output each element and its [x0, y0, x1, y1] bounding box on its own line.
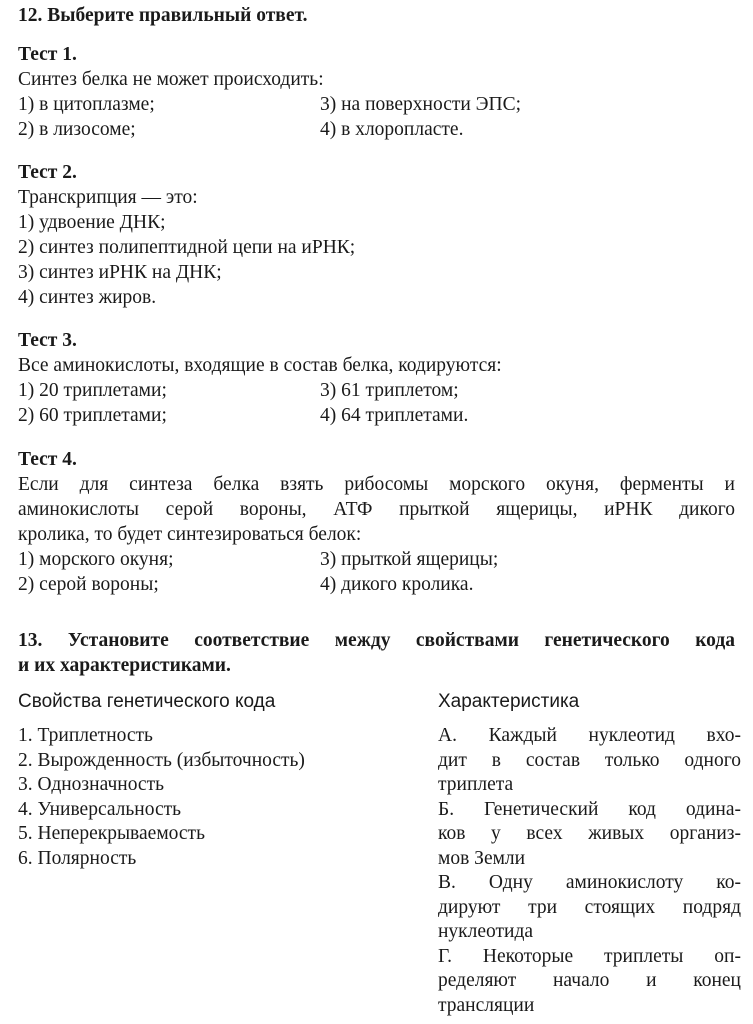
test1-title: Тест 1. — [18, 44, 77, 65]
property-item: 2. Вырожденность (избыточность) — [18, 749, 305, 771]
test1-option-row — [18, 93, 522, 117]
test3-option-row — [18, 379, 459, 403]
task13-heading-line: и их характеристиками. — [18, 655, 231, 676]
properties-column-header: Свойства генетического кода — [18, 691, 276, 712]
characteristic-line: дируют три стоящих подряд — [438, 896, 741, 918]
characteristic-line: Б. Генетический код одина- — [438, 798, 741, 820]
task12-heading: 12. Выберите правильный ответ. — [18, 5, 308, 26]
test1-question: Синтез белка не может происходить: — [18, 69, 324, 90]
test3-question: Все аминокислоты, входящие в состав белка, кодируются: — [18, 355, 502, 376]
test3-option-4: 4) 64 триплетами. — [320, 405, 469, 426]
test1-option-2: 2) в лизосоме; — [18, 119, 136, 140]
test3-title: Тест 3. — [18, 330, 77, 351]
characteristic-line: трансляции — [438, 994, 535, 1016]
property-item: 3. Однозначность — [18, 774, 164, 795]
characteristics-list — [438, 724, 741, 1018]
characteristic-line: Г. Некоторые триплеты оп- — [438, 945, 741, 967]
properties-list — [18, 724, 305, 871]
test4-option-row — [18, 573, 474, 597]
characteristic-item-g — [438, 945, 741, 1019]
characteristic-item-a — [438, 724, 741, 798]
characteristic-item-v — [438, 871, 741, 945]
test4-question-line: Если для синтеза белка взять рибосомы морского окуня, ферменты и — [18, 474, 735, 495]
characteristic-line: ределяют начало и конец — [438, 970, 741, 991]
test3-option-row — [18, 404, 469, 428]
property-item: 4. Универсальность — [18, 798, 182, 820]
characteristic-line: ков у всех живых организ- — [438, 823, 741, 844]
test1-option-row — [18, 118, 464, 142]
test3-option-3: 3) 61 триплетом; — [320, 380, 459, 401]
characteristic-item-b — [438, 798, 741, 872]
test1-option-3: 3) на поверхности ЭПС; — [320, 94, 522, 115]
property-item: 5. Неперекрываемость — [18, 823, 205, 844]
test3-option-1: 1) 20 триплетами; — [18, 380, 167, 401]
test4-option-1: 1) морского окуня; — [18, 549, 174, 570]
characteristic-line: А. Каждый нуклеотид вхо- — [438, 725, 741, 746]
test2-option-2: 2) синтез полипептидной цепи на иРНК; — [18, 237, 356, 258]
test4-option-2: 2) серой вороны; — [18, 574, 159, 595]
characteristic-line: В. Одну аминокислоту ко- — [438, 872, 741, 893]
property-item: 1. Триплетность — [18, 725, 153, 746]
characteristic-line: дит в состав только одного — [438, 749, 741, 771]
test2-option-4: 4) синтез жиров. — [18, 287, 157, 308]
test1-option-4: 4) в хлоропласте. — [320, 119, 464, 140]
test4-title: Тест 4. — [18, 449, 77, 470]
test2-option-1: 1) удвоение ДНК; — [18, 212, 166, 233]
characteristics-column-header: Характеристика — [438, 691, 580, 712]
test4-question-line: кролика, то будет синтезироваться белок: — [18, 524, 362, 545]
characteristic-line: мов Земли — [438, 847, 526, 869]
test4-option-row — [18, 548, 499, 572]
test4-question-line: аминокислоты серой вороны, АТФ прыткой ящерицы, иРНК дикого — [18, 499, 735, 520]
characteristic-line: нуклеотида — [438, 921, 534, 942]
test2-question: Транскрипция — это: — [18, 187, 198, 208]
task13-heading-line: 13. Установите соответствие между свойствами генетического кода — [18, 630, 735, 651]
test2-title: Тест 2. — [18, 162, 77, 183]
test3-option-2: 2) 60 триплетами; — [18, 405, 167, 426]
test1-option-1: 1) в цитоплазме; — [18, 94, 155, 115]
test2-option-3: 3) синтез иРНК на ДНК; — [18, 262, 222, 283]
test4-option-4: 4) дикого кролика. — [320, 574, 474, 595]
characteristic-line: триплета — [438, 774, 514, 795]
property-item: 6. Полярность — [18, 847, 137, 869]
test4-option-3: 3) прыткой ящерицы; — [320, 549, 499, 570]
